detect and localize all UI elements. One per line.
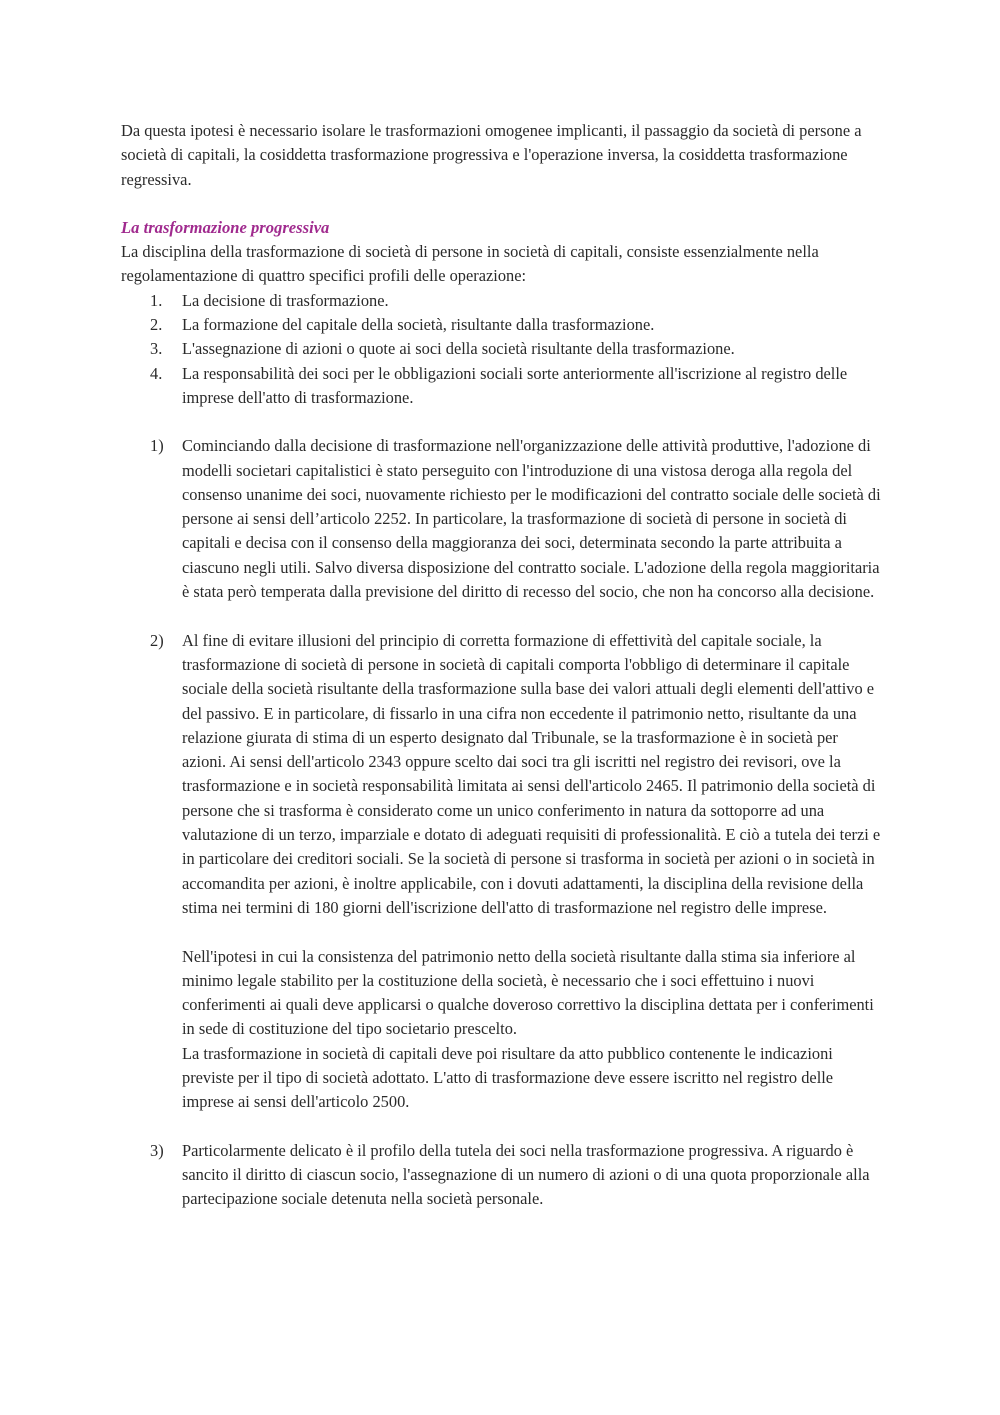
point-number: 3) [150, 1140, 164, 1160]
list-item [121, 337, 881, 361]
point-item [121, 1139, 881, 1212]
point-paragraph: Particolarmente delicato è il profilo della tutela dei soci nella trasformazione progressiva. A riguardo è sancito il diritto di ciascun socio, l'assegnazione di un numero di azioni o di una quota proporzionale alla partecipazione sociale detenuta nella società personale. [182, 1140, 870, 1209]
list-number: 2. [150, 315, 163, 335]
list-text: La decisione di trasformazione. [182, 290, 389, 310]
list-number: 1. [150, 290, 163, 310]
point-item [121, 629, 881, 1115]
document-page [121, 119, 881, 1236]
point-paragraph: Al fine di evitare illusioni del principio di corretta formazione di effettività del capitale sociale, la trasformazione di società di persone in società di capitali comporta l'obbligo di determinare il capitale sociale della società risultante della trasformazione sulla base dei valori attuali degli elementi dell'attivo e del passivo. E in particolare, di fissarlo in una cifra non eccedente il patrimonio netto, risultante da una relazione giurata di stima di un esperto designato dal Tribunale, se la trasformazione è in società per azioni. Ai sensi dell'articolo 2343 oppure scelto dai soci tra gli iscritti nel registro dei revisori, ove la trasformazione e in società responsabilità limitata ai sensi dell'articolo 2465. Il patrimonio della società di persone che si trasforma è considerato come un unico conferimento in natura da sottoporre ad una valutazione di un terzo, imparziale e dotato di adeguati requisiti di professionalità. E ciò a tutela dei terzi e in particolare dei creditori sociali. Se la società di persone si trasforma in società per azioni o in società in accomandita per azioni, è inoltre applicabile, con i dovuti adattamenti, la disciplina della revisione della stima nei termini di 180 giorni dell'iscrizione dell'atto di trasformazione nel registro delle imprese. [182, 630, 881, 917]
list-number: 3. [150, 339, 163, 359]
list-item [121, 362, 881, 411]
section-heading: La trasformazione progressiva [121, 217, 330, 237]
list-text: La responsabilità dei soci per le obbligazioni sociali sorte anteriormente all'iscrizione al registro delle imprese dell'atto di trasformazione. [182, 363, 848, 407]
list-text: L'assegnazione di azioni o quote ai soci della società risultante della trasformazione. [182, 339, 735, 359]
intro-paragraph: Da questa ipotesi è necessario isolare le trasformazioni omogenee implicanti, il passaggio da società di persone a società di capitali, la cosiddetta trasformazione progressiva e l'operazione inversa, la cosiddetta trasformazione regressiva. [121, 121, 862, 189]
points-list [121, 434, 881, 1212]
list-item [121, 313, 881, 337]
profiles-list [121, 289, 881, 410]
lead-paragraph: La disciplina della trasformazione di società di persone in società di capitali, consiste essenzialmente nella regolamentazione di quattro specifici profili delle operazione: [121, 242, 819, 286]
point-paragraph: Cominciando dalla decisione di trasformazione nell'organizzazione delle attività produttive, l'adozione di modelli societari capitalistici è stato perseguito con l'introduzione di una vistosa deroga alla regola del consenso unanime dei soci, nuovamente richiesto per le modificazioni del contratto sociale delle società di persone ai sensi dell’articolo 2252. In particolare, la trasformazione di società di persone in società di capitali e decisa con il consenso della maggioranza dei soci, determinata secondo la parte attribuita a ciascuno negli utili. Salvo diversa disposizione del contratto sociale. L'adozione della regola maggioritaria è stata però temperata dalla previsione del diritto di recesso del socio, che non ha concorso alla decisione. [182, 436, 881, 602]
list-text: La formazione del capitale della società, risultante dalla trasformazione. [182, 315, 655, 335]
point-number: 2) [150, 630, 164, 650]
point-paragraph: Nell'ipotesi in cui la consistenza del patrimonio netto della società risultante dalla stima sia inferiore al minimo legale stabilito per la costituzione della società, è necessario che i soci effettuino i nuovi conferimenti ai quali deve applicarsi o qualche doveroso correttivo la disciplina dettata per i conferimenti in sede di costituzione del tipo societario prescelto. [182, 946, 874, 1039]
point-item [121, 434, 881, 604]
point-number: 1) [150, 436, 164, 456]
list-item [121, 289, 881, 313]
point-paragraph: La trasformazione in società di capitali deve poi risultare da atto pubblico contenente le indicazioni previste per il tipo di società adottato. L'atto di trasformazione deve essere iscritto nel registro delle imprese ai sensi dell'articolo 2500. [182, 1043, 834, 1112]
list-number: 4. [150, 363, 163, 383]
